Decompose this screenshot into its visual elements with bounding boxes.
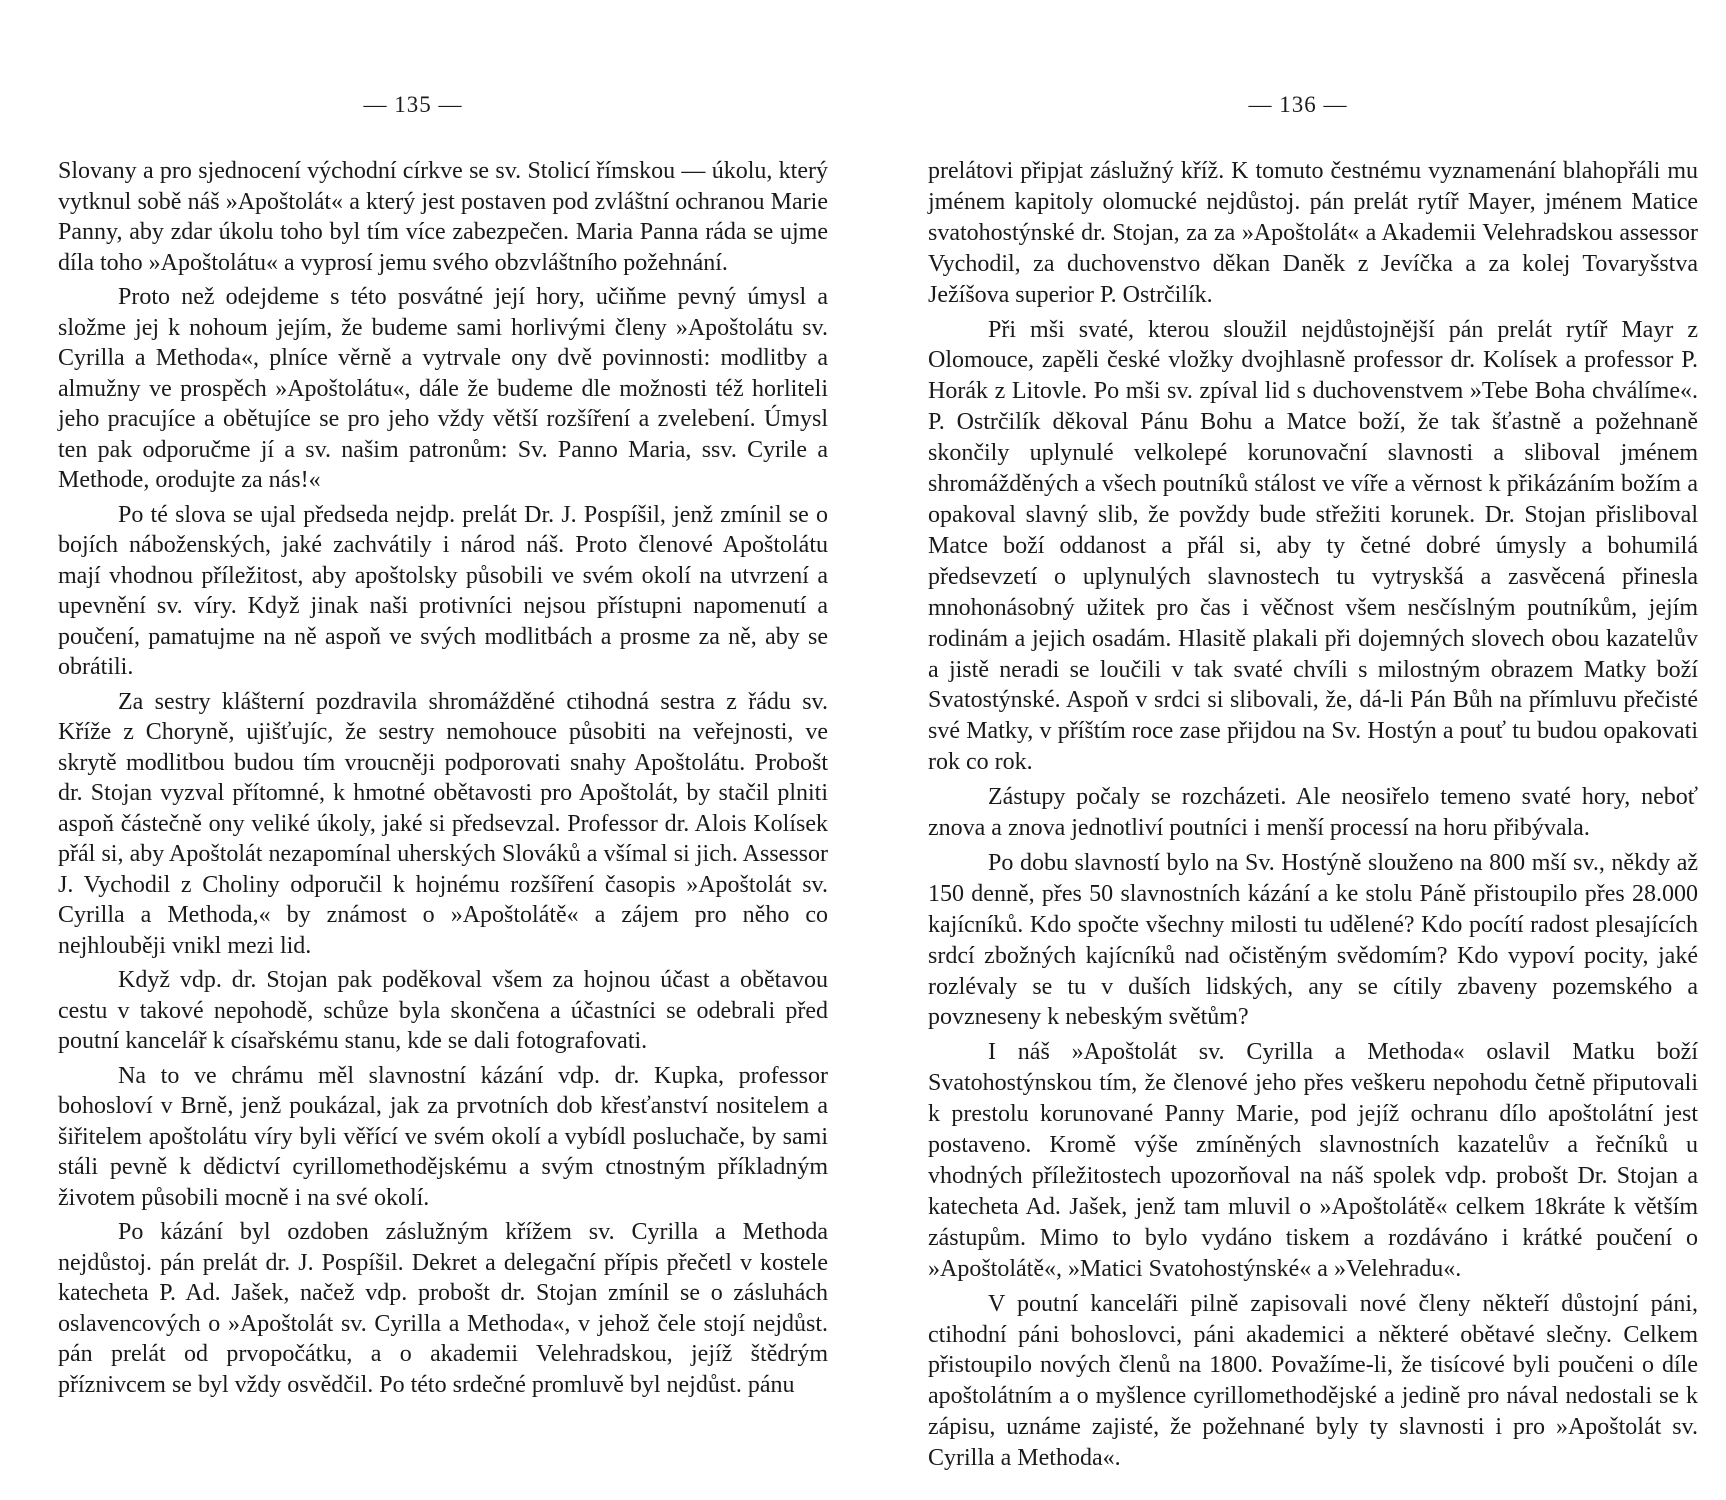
paragraph: I náš »Apoštolát sv. Cyrilla a Methoda« oslavil Matku boží Svatohostýnskou tím, že členové jeho přes veškeru nepohodu četně připutovali k prestolu korunované Panny Marie, pod jejíž ochranu dílo apoštolátní jest postaveno. Kromě výše zmíněných slavnostních kazatelův a řečníků u vhodných příležitostech upozorňoval na náš spolek vdp. probošt Dr. Stojan a katecheta Ad. Jašek, jenž tam mluvil o »Apoštolátě« celkem 18kráte k větším zástupům. Mimo to bylo vydáno tiskem a rozdáváno i krátké poučení o »Apoštolátě«, »Matici Svatohostýnské« a »Velehradu«. bbox=[928, 1039, 1698, 1282]
paragraph: Po kázání byl ozdoben záslužným křížem sv. Cyrilla a Methoda nejdůstoj. pán prelát dr. J. Pospíšil. Dekret a delegační přípis přečetl v kostele katecheta P. Ad. Jašek, načež vdp. probošt dr. Stojan zmínil se o zásluhách oslavencových o »Apoštolát sv. Cyrilla a Methoda«, v jehož čele stojí nejdůst. pán prelát od prvopočátku, a o akademii Velehradskou, jejíž štědrým příznivcem se byl vždy osvědčil. Po této srdečné promluvě byl nejdůst. pánu bbox=[58, 1219, 828, 1398]
right-page bbox=[928, 0, 1698, 1500]
paragraph: V poutní kanceláři pilně zapisovali nové členy někteří důstojní páni, ctihodní páni bohoslovci, páni akademici a některé obětavé slečny. Celkem přistoupilo nových členů na 1800. Považíme-li, že tisícové byli poučeni o díle apoštolátním a o myšlence cyrillomethodějské a jedině pro nával nedostali se k zápisu, uznáme zajisté, že požehnané byly ty slavnosti i pro »Apoštolát sv. Cyrilla a Methoda«. bbox=[928, 1290, 1698, 1472]
paragraph: Proto než odejdeme s této posvátné její hory, učiňme pevný úmysl a složme jej k nohoum jejím, že budeme sami horlivými členy »Apoštolátu sv. Cyrilla a Methoda«, plníce věrně a vytrvale ony dvě povinnosti: modlitby a almužny ve prospěch »Apoštolátu«, dále že budeme dle možnosti též horliteli jeho pracujíce a obětujíce se pro jeho vždy větší rozšíření a zvelebení. Úmysl ten pak odporučme jí a sv. našim patronům: Sv. Panno Maria, ssv. Cyrile a Methode, orodujte za nás!« bbox=[58, 284, 828, 493]
paragraph: Zástupy počaly se rozcházeti. Ale neosiřelo temeno svaté hory, neboť znova a znova jednotliví poutníci i menší processí na horu přibývala. bbox=[928, 784, 1698, 842]
paragraph: Po dobu slavností bylo na Sv. Hostýně slouženo na 800 mší sv., někdy až 150 denně, přes 50 slavnostních kázání a ke stolu Páně přistoupilo přes 28.000 kajícníků. Kdo spočte všechny milosti tu udělené? Kdo pocítí radost plesajících srdcí zbožných kajícníků nad očistěným svědomím? Kdo vypoví pocity, jaké rozlévaly se tu v duších lidských, any se cítily zbaveny pozemského a povzneseny k nebeským světům? bbox=[928, 849, 1698, 1031]
paragraph: Po té slova se ujal předseda nejdp. prelát Dr. J. Pospíšil, jenž zmínil se o bojích náboženských, jaké zachvátily i národ náš. Proto členové Apoštolátu mají vhodnou příležitost, aby apoštolsky působili ve svém okolí na utvrzení a upevnění sv. víry. Když jinak naši protivníci nejsou přístupni napomenutí a poučení, pamatujme na ně aspoň ve svých modlitbách a prosme za ně, aby se obrátili. bbox=[58, 501, 828, 680]
paragraph: Když vdp. dr. Stojan pak poděkoval všem za hojnou účast a obětavou cestu v takové nepohodě, schůze byla skončena a účastníci se odebrali před poutní kancelář k císařskému stanu, kde se dali fotografovati. bbox=[58, 967, 828, 1054]
paragraph: Na to ve chrámu měl slavnostní kázání vdp. dr. Kupka, professor bohosloví v Brně, jenž poukázal, jak za prvotních dob křesťanství nositelem a šiřitelem apoštolátu víry byli věřící ve svém okolí a vybídl posluchače, by sami stáli pevně k dědictví cyrillomethodějskému a svým ctnostným příkladným životem působili mocně i na své okolí. bbox=[58, 1062, 828, 1211]
paragraph: Při mši svaté, kterou sloužil nejdůstojnější pán prelát rytíř Mayr z Olomouce, zapěli české vložky dvojhlasně professor dr. Kolísek a professor P. Horák z Litovle. Po mši sv. zpíval lid s duchovenstvem »Tebe Boha chválíme«. P. Ostrčilík děkoval Pánu Bohu a Matce boží, že tak šťastně a požehnaně skončily uplynulé velkolepé korunovační slavnosti a sliboval jménem shromážděných a všech poutníků stálost ve víře a věrnost k přikázáním božím a opakoval slavný slib, že povždy bude střežiti korunek. Dr. Stojan přisliboval Matce boží oddanost a přál si, aby ty četné dobré úmysly a bohumilá předsevzetí o uplynulých slavnostech tu vytryskšá a zasvěcená přinesla mnohonásobný užitek pro čas i věčnost všem nesčíslným poutníkům, jejím rodinám a jejich osadám. Hlasitě plakali při dojemných slovech obou kazatelův a jistě neradi se loučili v tak svaté chvíli s milostným obrazem Matky boží Svatostýnské. Aspoň v srdci si slibovali, že, dá-li Pán Bůh na přímluvu přečisté své Matky, v příštím roce zase přijdou na Sv. Hostýn a pouť tu budou opakovati rok co rok. bbox=[928, 316, 1698, 776]
left-page bbox=[58, 0, 828, 1500]
right-page-text bbox=[928, 156, 1698, 1478]
paragraph: Slovany a pro sjednocení východní církve se sv. Stolicí římskou — úkolu, který vytknul sobě náš »Apoštolát« a který jest postaven pod zvláštní ochranou Marie Panny, aby zdar úkolu toho byl tím více zabezpečen. Maria Panna ráda se ujme díla toho »Apoštolátu« a vyprosí jemu svého obzvláštního požehnání. bbox=[58, 158, 828, 276]
left-page-text bbox=[58, 156, 828, 1404]
paragraph: Za sestry klášterní pozdravila shromážděné ctihodná sestra z řádu sv. Kříže z Choryně, ujišťujíc, že sestry nemohouce působiti na veřejnosti, ve skrytě modlitbou budou tím vroucněji podporovati snahy Apoštolátu. Probošt dr. Stojan vyzval přítomné, k hmotné obětavosti pro Apoštolát, by stačil plniti aspoň částečně ony veliké úkoly, jaké si předsevzal. Professor dr. Alois Kolísek přál si, aby Apoštolát nezapomínal uherských Slováků a všímal si jich. Assessor J. Vychodil z Choliny odporučil k hojnému rozšíření časopis »Apoštolát sv. Cyrilla a Methoda,« by známost o »Apoštolátě« a zájem pro něho co nejhlouběji vnikl mezi lid. bbox=[58, 688, 828, 959]
page-number-right: — 136 — bbox=[1248, 92, 1348, 117]
paragraph: prelátovi připjat záslužný kříž. K tomuto čestnému vyznamenání blahopřáli mu jménem kapitoly olomucké nejdůstoj. pán prelát rytíř Mayer, jménem Matice svatohostýnské dr. Stojan, za za »Apoštolát« a Akademii Velehradskou assessor Vychodil, za duchovenstvo děkan Daněk z Jevíčka a za kolej Tovaryšstva Ježíšova superior P. Ostrčilík. bbox=[928, 158, 1698, 308]
page-number-left: — 135 — bbox=[363, 92, 463, 117]
